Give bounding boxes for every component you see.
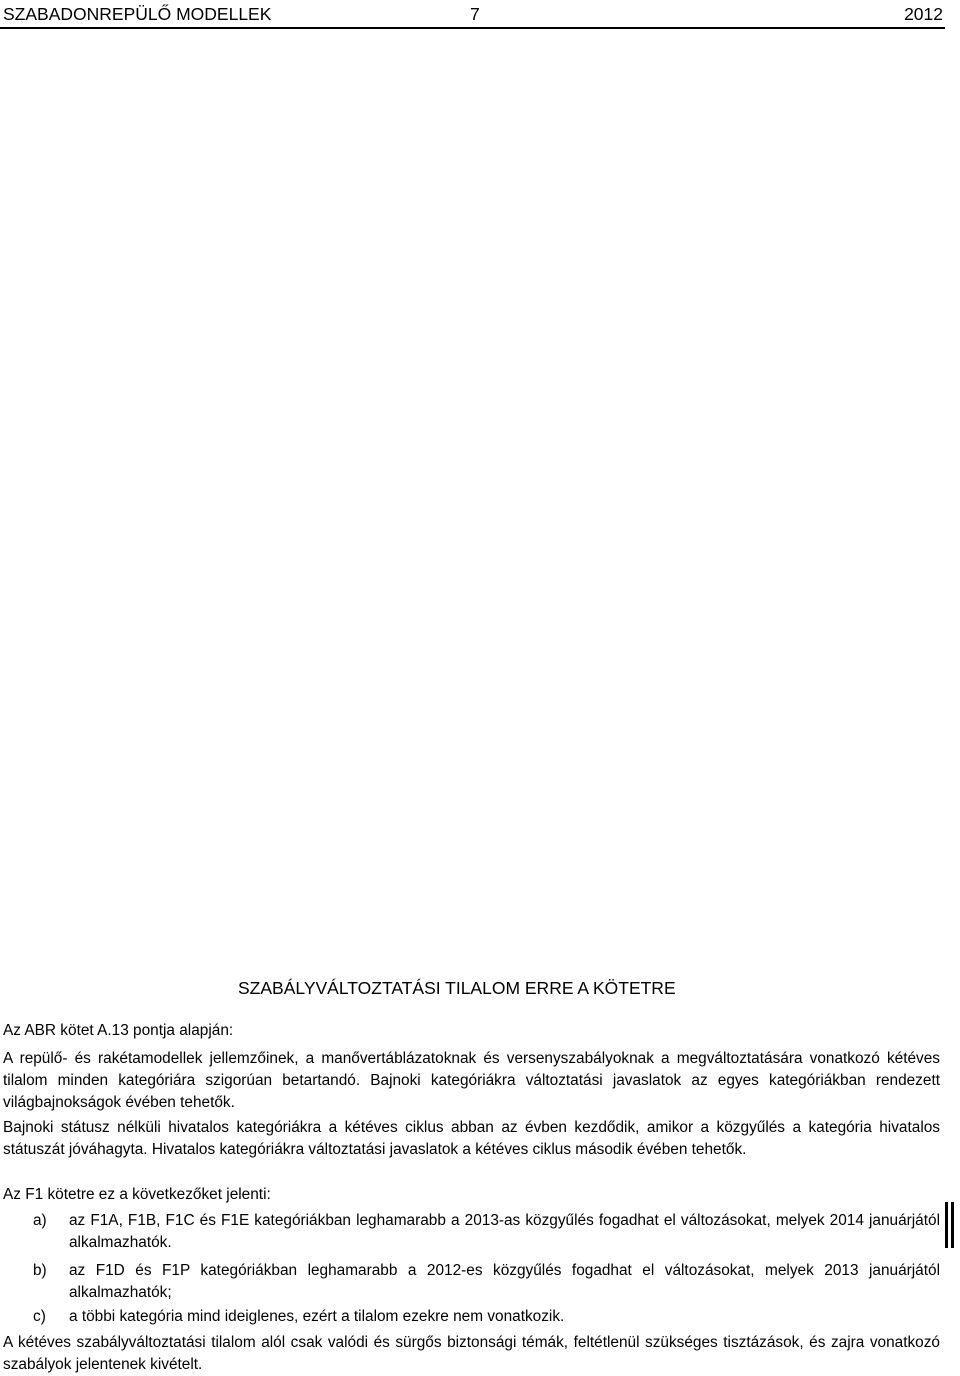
header-year: 2012 xyxy=(904,4,943,24)
list-item-label: b) xyxy=(33,1262,47,1279)
section-intro: Az ABR kötet A.13 pontja alapján: xyxy=(3,1022,234,1039)
list-item-text: a többi kategória mind ideiglenes, ezért a tilalom ezekre nem vonatkozik. xyxy=(69,1308,565,1325)
list-item-label: c) xyxy=(33,1308,46,1325)
header-rule xyxy=(0,27,945,29)
change-bar-marker xyxy=(945,1202,954,1248)
section-title: SZABÁLYVÁLTOZTATÁSI TILALOM ERRE A KÖTETRE xyxy=(238,978,676,998)
header-page-number: 7 xyxy=(470,4,480,24)
list-item-text: az F1D és F1P kategóriákban leghamarabb a 2012-es közgyűlés fogadhat el változásokat, melyek 2013 januárjától alkalmazhatók; xyxy=(69,1262,940,1301)
header-publication-title: SZABADONREPÜLŐ MODELLEK xyxy=(3,4,272,24)
page-header xyxy=(3,3,943,27)
list-item-label: a) xyxy=(33,1212,47,1229)
paragraph-3: Az F1 kötetre ez a következőket jelenti: xyxy=(3,1186,271,1203)
paragraph-1: A repülő- és rakétamodellek jellemzőinek, a manővertáblázatoknak és versenyszabályoknak a megváltoztatására vonatkozó kétéves tilalom minden kategóriára szigorúan betartandó. Bajnoki kategóriákra változtatási javaslatok az egyes kategóriákban rendezett világbajnokságok évében tehetők. xyxy=(3,1050,940,1111)
list-item-text: az F1A, F1B, F1C és F1E kategóriákban leghamarabb a 2013-as közgyűlés fogadhat el változásokat, melyek 2014 januárjától alkalmazhatók. xyxy=(69,1212,940,1251)
closing-paragraph: A kétéves szabályváltoztatási tilalom alól csak valódi és sürgős biztonsági témák, feltétlenül szükséges tisztázások, és zajra vonatkozó szabályok jelentenek kivételt. xyxy=(3,1334,940,1373)
paragraph-2: Bajnoki státusz nélküli hivatalos kategóriákra a kétéves ciklus abban az évben kezdődik, amikor a közgyűlés a kategória hivatalos státuszát jóváhagyta. Hivatalos kategóriákra változtatási javaslatok a kétéves ciklus második évében tehetők. xyxy=(3,1119,940,1158)
